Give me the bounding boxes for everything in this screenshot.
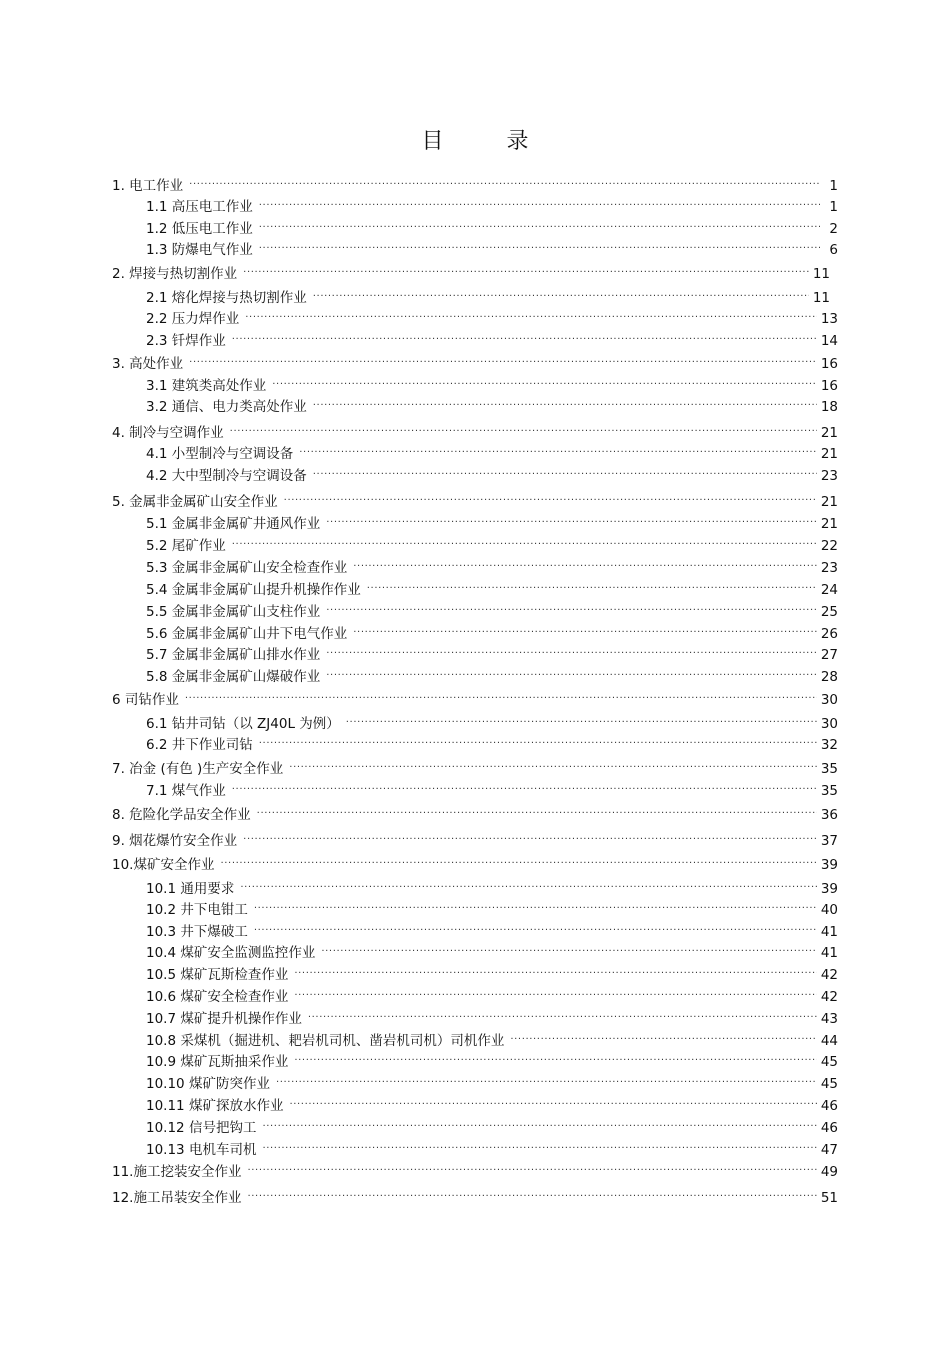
toc-dot-leader [272, 370, 817, 390]
toc-entry-label: 4.2 大中型制冷与空调设备 [146, 468, 307, 484]
toc-dot-leader [294, 1046, 816, 1066]
toc-entry-page-number: 21 [820, 494, 838, 510]
toc-entry-page-number: 21 [820, 425, 838, 441]
toc-dot-leader [247, 1156, 816, 1176]
toc-entry[interactable] [146, 325, 838, 349]
toc-entry[interactable] [146, 959, 838, 983]
toc-dot-leader [326, 639, 817, 659]
toc-dot-leader [254, 894, 817, 914]
toc-entry[interactable] [112, 753, 838, 777]
toc-entry[interactable] [146, 530, 838, 554]
toc-entry[interactable] [112, 1182, 838, 1206]
toc-entry-page-number: 40 [820, 902, 838, 918]
toc-entry-label: 5.5 金属非金属矿山支柱作业 [146, 604, 321, 620]
toc-entry-label: 11.施工挖装安全作业 [112, 1164, 242, 1180]
toc-entry-label: 5.8 金属非金属矿山爆破作业 [146, 669, 321, 685]
toc-dot-leader [259, 729, 817, 749]
toc-entry-label: 10.5 煤矿瓦斯检查作业 [146, 967, 289, 983]
toc-entry[interactable] [146, 618, 838, 642]
toc-entry-page-number: 49 [820, 1164, 838, 1180]
toc-dot-leader [289, 1090, 816, 1110]
toc-dot-leader [321, 937, 816, 957]
toc-entry[interactable] [112, 849, 838, 873]
toc-dot-leader [262, 1134, 816, 1154]
toc-entry-page-number: 16 [820, 356, 838, 372]
toc-entry[interactable] [112, 1156, 838, 1180]
toc-entry-page-number: 23 [820, 560, 838, 576]
toc-entry-label: 1. 电工作业 [112, 178, 184, 194]
toc-entry-page-number: 13 [820, 311, 838, 327]
toc-entry-page-number: 44 [820, 1033, 838, 1049]
toc-entry-label: 3.2 通信、电力类高处作业 [146, 399, 307, 415]
toc-dot-leader [189, 170, 820, 190]
toc-entry-label: 10.6 煤矿安全检查作业 [146, 989, 289, 1005]
toc-entry-label: 2.1 熔化焊接与热切割作业 [146, 290, 307, 306]
toc-entry[interactable] [146, 391, 838, 415]
toc-entry[interactable] [146, 596, 838, 620]
toc-dot-leader [313, 460, 817, 480]
toc-dot-leader [189, 348, 817, 368]
toc-entry-page-number: 27 [820, 647, 838, 663]
toc-entry-label: 5.7 金属非金属矿山排水作业 [146, 647, 321, 663]
toc-entry-page-number: 41 [820, 945, 838, 961]
toc-entry-page-number: 26 [820, 626, 838, 642]
toc-entry-label: 5. 金属非金属矿山安全作业 [112, 494, 278, 510]
toc-entry-page-number: 35 [820, 761, 838, 777]
toc-entry-page-number: 35 [820, 783, 838, 799]
toc-entry-label: 3. 高处作业 [112, 356, 184, 372]
toc-dot-leader [367, 574, 817, 594]
toc-entry[interactable] [146, 729, 838, 753]
toc-dot-leader [510, 1025, 816, 1045]
toc-dot-leader [308, 1003, 817, 1023]
toc-entry-label: 2.3 钎焊作业 [146, 333, 226, 349]
toc-dot-leader [247, 1182, 816, 1202]
toc-entry-label: 7. 冶金 (有色 )生产安全作业 [112, 761, 284, 777]
toc-entry-label: 4.1 小型制冷与空调设备 [146, 446, 294, 462]
toc-entry-label: 1.3 防爆电气作业 [146, 242, 253, 258]
toc-entry-page-number: 28 [820, 669, 838, 685]
toc-entry[interactable] [112, 170, 838, 194]
toc-entry-label: 2. 焊接与热切割作业 [112, 266, 238, 282]
toc-entry-page-number: 21 [820, 516, 838, 532]
toc-dot-leader [240, 873, 816, 893]
toc-entry-label: 2.2 压力焊作业 [146, 311, 240, 327]
toc-entry-page-number: 47 [820, 1142, 838, 1158]
toc-dot-leader [289, 753, 817, 773]
toc-entry-page-number: 11 [812, 266, 830, 282]
toc-dot-leader [259, 191, 820, 211]
toc-dot-leader [326, 596, 817, 616]
toc-entry[interactable] [112, 799, 838, 823]
toc-entry-label: 10.煤矿安全作业 [112, 857, 215, 873]
toc-entry-label: 9. 烟花爆竹安全作业 [112, 833, 238, 849]
toc-dot-leader [313, 391, 817, 411]
toc-entry[interactable] [112, 417, 838, 441]
toc-entry-label: 8. 危险化学品安全作业 [112, 807, 251, 823]
toc-entry-label: 6.1 钻井司钻（以 ZJ40L 为例） [146, 716, 340, 732]
toc-entry-page-number: 22 [820, 538, 838, 554]
toc-entry-label: 12.施工吊装安全作业 [112, 1190, 242, 1206]
toc-dot-leader [232, 530, 817, 550]
toc-entry[interactable] [146, 1112, 838, 1136]
toc-entry[interactable] [146, 234, 838, 258]
toc-entry-page-number: 37 [820, 833, 838, 849]
toc-dot-leader [259, 234, 820, 254]
toc-dot-leader [243, 258, 809, 278]
toc-entry-page-number: 45 [820, 1054, 838, 1070]
toc-dot-leader [294, 959, 816, 979]
toc-entry[interactable] [146, 708, 838, 732]
toc-entry-page-number: 14 [820, 333, 838, 349]
toc-entry-label: 10.12 信号把钩工 [146, 1120, 257, 1136]
toc-entry[interactable] [146, 282, 830, 306]
toc-dot-leader [313, 282, 809, 302]
toc-entry[interactable] [146, 1068, 838, 1092]
toc-dot-leader [243, 825, 817, 845]
toc-dot-leader [232, 325, 817, 345]
toc-entry-page-number: 46 [820, 1120, 838, 1136]
toc-entry[interactable] [112, 258, 830, 282]
toc-entry-page-number: 39 [820, 857, 838, 873]
toc-entry-label: 7.1 煤气作业 [146, 783, 226, 799]
toc-entry[interactable] [146, 213, 838, 237]
toc-entry-label: 1.1 高压电工作业 [146, 199, 253, 215]
toc-entry[interactable] [112, 348, 838, 372]
toc-dot-leader [326, 508, 817, 528]
toc-entry-label: 5.6 金属非金属矿山井下电气作业 [146, 626, 348, 642]
toc-entry-label: 5.3 金属非金属矿山安全检查作业 [146, 560, 348, 576]
toc-entry-page-number: 24 [820, 582, 838, 598]
toc-dot-leader [353, 618, 817, 638]
toc-dot-leader [346, 708, 817, 728]
toc-title: 目 录 [421, 129, 557, 154]
toc-entry-page-number: 18 [820, 399, 838, 415]
toc-entry[interactable] [146, 303, 838, 327]
toc-entry-page-number: 32 [820, 737, 838, 753]
toc-entry-label: 6.2 井下作业司钻 [146, 737, 253, 753]
toc-entry-page-number: 42 [820, 989, 838, 1005]
toc-entry-label: 5.4 金属非金属矿山提升机操作作业 [146, 582, 361, 598]
toc-entry[interactable] [146, 438, 838, 462]
toc-entry[interactable] [146, 574, 838, 598]
toc-entry-label: 10.1 通用要求 [146, 881, 235, 897]
toc-entry[interactable] [146, 508, 838, 532]
toc-entry-label: 1.2 低压电工作业 [146, 221, 253, 237]
toc-dot-leader [220, 849, 816, 869]
toc-entry[interactable] [146, 661, 838, 685]
toc-dot-leader [254, 916, 817, 936]
toc-dot-leader [257, 799, 817, 819]
toc-entry-label: 10.13 电机车司机 [146, 1142, 257, 1158]
toc-entry-page-number: 43 [820, 1011, 838, 1027]
toc-dot-leader [276, 1068, 817, 1088]
toc-entry-page-number: 1 [829, 178, 838, 194]
toc-entry[interactable] [112, 684, 838, 708]
toc-dot-leader [230, 417, 817, 437]
toc-entry-label: 3.1 建筑类高处作业 [146, 378, 267, 394]
toc-entry[interactable] [146, 552, 838, 576]
toc-entry-label: 5.2 尾矿作业 [146, 538, 226, 554]
toc-dot-leader [245, 303, 817, 323]
toc-entry-page-number: 2 [829, 221, 838, 237]
toc-dot-leader [259, 213, 820, 233]
toc-entry-page-number: 51 [820, 1190, 838, 1206]
toc-entry[interactable] [146, 370, 838, 394]
toc-entry[interactable] [112, 825, 838, 849]
toc-dot-leader [326, 661, 817, 681]
toc-entry-page-number: 30 [820, 692, 838, 708]
toc-entry-page-number: 21 [820, 446, 838, 462]
toc-entry-page-number: 23 [820, 468, 838, 484]
toc-entry[interactable] [146, 1046, 838, 1070]
toc-entry[interactable] [146, 1025, 838, 1049]
toc-entry-label: 10.8 采煤机（掘进机、耙岩机司机、凿岩机司机）司机作业 [146, 1033, 505, 1049]
toc-dot-leader [262, 1112, 816, 1132]
toc-dot-leader [284, 486, 817, 506]
toc-entry[interactable] [146, 775, 838, 799]
toc-entry-label: 5.1 金属非金属矿井通风作业 [146, 516, 321, 532]
toc-entry-page-number: 42 [820, 967, 838, 983]
toc-entry-label: 10.7 煤矿提升机操作作业 [146, 1011, 302, 1027]
toc-entry-label: 10.9 煤矿瓦斯抽采作业 [146, 1054, 289, 1070]
toc-entry-label: 10.2 井下电钳工 [146, 902, 248, 918]
toc-entry-label: 10.10 煤矿防突作业 [146, 1076, 270, 1092]
toc-entry[interactable] [146, 1003, 838, 1027]
toc-entry-page-number: 11 [812, 290, 830, 306]
toc-entry-page-number: 39 [820, 881, 838, 897]
toc-dot-leader [185, 684, 817, 704]
toc-entry-page-number: 1 [829, 199, 838, 215]
toc-entry-page-number: 45 [820, 1076, 838, 1092]
toc-entry-label: 10.4 煤矿安全监测监控作业 [146, 945, 316, 961]
toc-entry[interactable] [146, 460, 838, 484]
toc-entry-label: 10.11 煤矿探放水作业 [146, 1098, 284, 1114]
toc-entry-page-number: 25 [820, 604, 838, 620]
toc-entry-page-number: 36 [820, 807, 838, 823]
toc-entry[interactable] [146, 1134, 838, 1158]
toc-entry-page-number: 30 [820, 716, 838, 732]
toc-entry[interactable] [146, 191, 838, 215]
toc-entry-page-number: 6 [829, 242, 838, 258]
toc-entry[interactable] [146, 873, 838, 897]
toc-dot-leader [232, 775, 817, 795]
toc-entry[interactable] [146, 916, 838, 940]
toc-entry-label: 6 司钻作业 [112, 692, 179, 708]
toc-entry-label: 10.3 井下爆破工 [146, 924, 248, 940]
toc-entry-page-number: 16 [820, 378, 838, 394]
toc-entry[interactable] [146, 639, 838, 663]
toc-entry-page-number: 41 [820, 924, 838, 940]
toc-entry-label: 4. 制冷与空调作业 [112, 425, 224, 441]
toc-entry[interactable] [112, 486, 838, 510]
toc-entry-page-number: 46 [820, 1098, 838, 1114]
toc-dot-leader [294, 981, 816, 1001]
toc-entry[interactable] [146, 981, 838, 1005]
toc-entry[interactable] [146, 937, 838, 961]
toc-dot-leader [353, 552, 817, 572]
toc-dot-leader [299, 438, 817, 458]
toc-entry[interactable] [146, 894, 838, 918]
toc-entry[interactable] [146, 1090, 838, 1114]
